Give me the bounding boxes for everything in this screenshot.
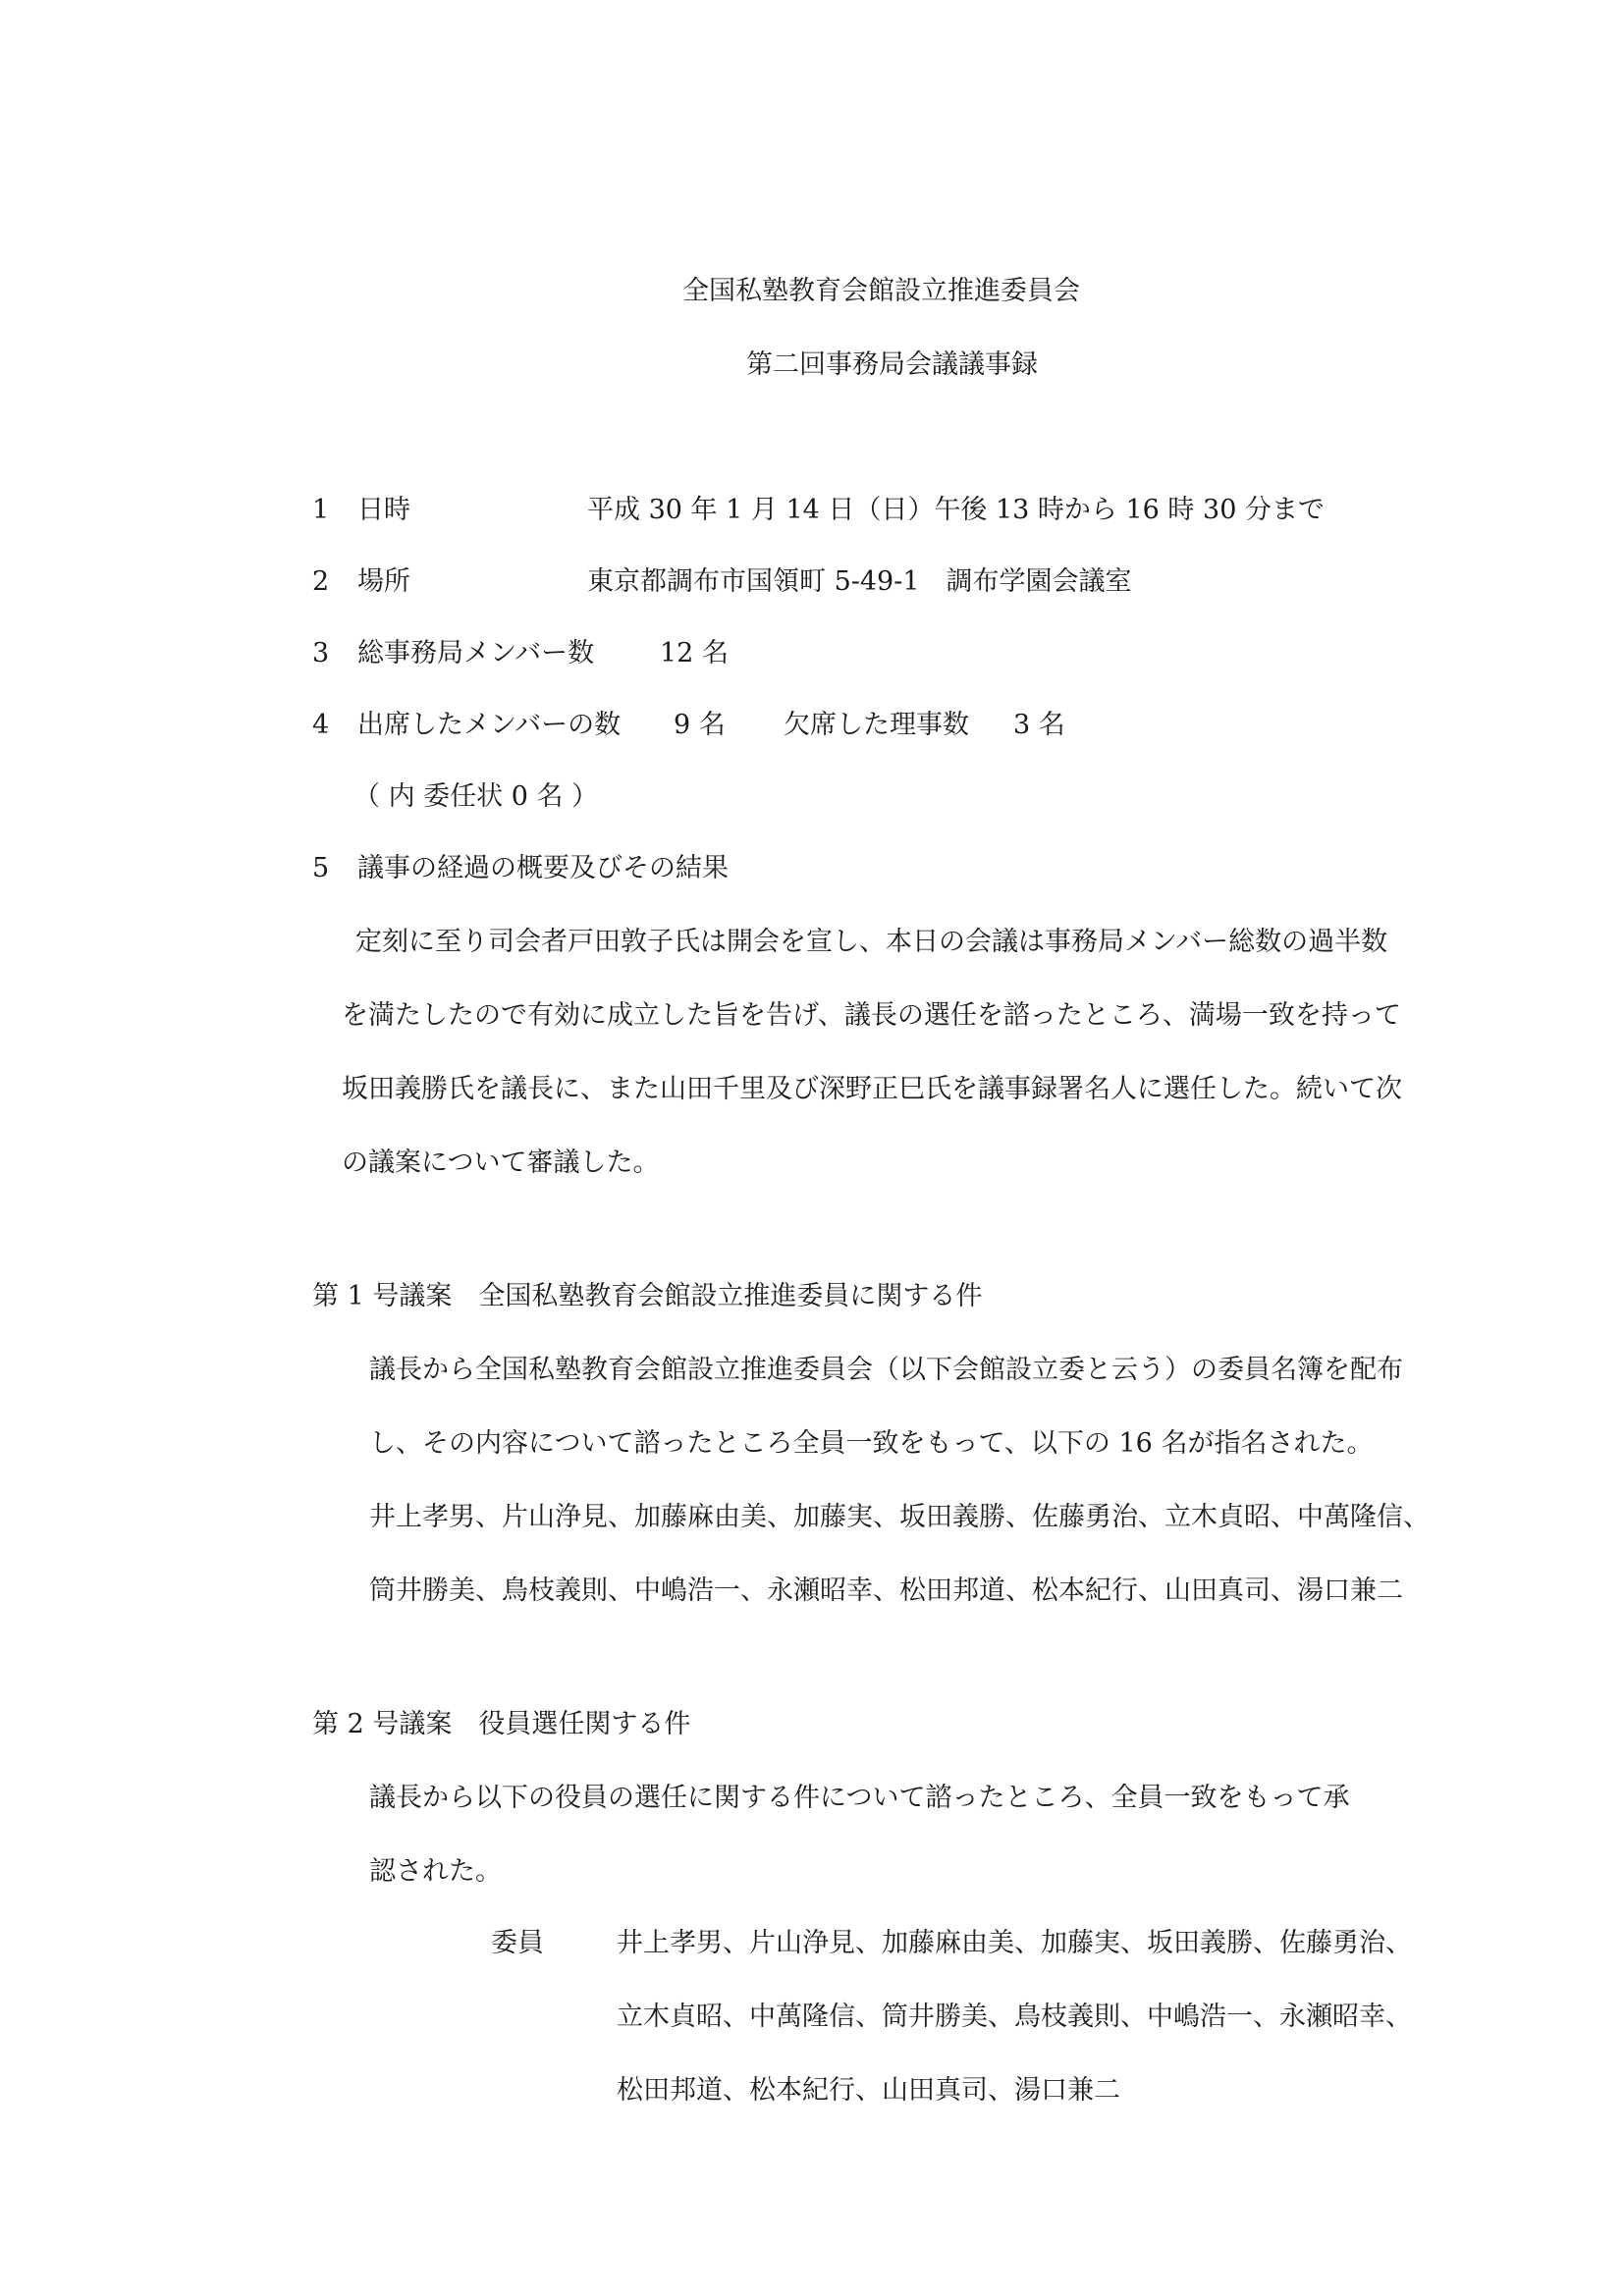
agenda1-line: 井上孝男、片山浄見、加藤麻由美、加藤実、坂田義勝、佐藤勇治、立木貞昭、中萬隆信、	[369, 1502, 1430, 1532]
agenda2-member-line: 井上孝男、片山浄見、加藤麻由美、加藤実、坂田義勝、佐藤勇治、	[617, 1928, 1412, 1958]
item-label: 総事務局メンバー数	[357, 638, 595, 668]
item-attendance-value: 9 名	[674, 710, 726, 740]
item-proceedings	[312, 855, 729, 881]
intro-line: 定刻に至り司会者戸田敦子氏は開会を宣し、本日の会議は事務局メンバー総数の過半数	[355, 927, 1388, 957]
proxy-note: （ 内 委任状 0 名 ）	[353, 781, 599, 812]
agenda2-role-label: 委員	[491, 1928, 544, 1958]
item-date-value: 平成 30 年 1 月 14 日（日）午後 13 時から 16 時 30 分まで	[587, 495, 1325, 525]
agenda2-line: 認された。	[369, 1856, 502, 1887]
item-absent-value: 3 名	[1013, 710, 1065, 740]
agenda1-heading: 第 1 号議案 全国私塾教育会館設立推進委員に関する件	[312, 1281, 983, 1311]
agenda1-line: 議長から全国私塾教育会館設立推進委員会（以下会館設立委と云う）の委員名簿を配布	[369, 1355, 1403, 1385]
item-label: 日時	[357, 495, 410, 525]
agenda2-member-line: 立木貞昭、中萬隆信、筒井勝美、鳥枝義則、中嶋浩一、永瀬昭幸、	[617, 2002, 1412, 2032]
item-place	[312, 568, 410, 595]
item-label: 議事の経過の概要及びその結果	[357, 853, 729, 883]
item-place-value: 東京都調布市国領町 5-49-1 調布学園会議室	[587, 566, 1132, 597]
agenda2-member-line: 松田邦道、松本紀行、山田真司、湯口兼二	[617, 2075, 1120, 2106]
doc-title: 第二回事務局会議議事録	[746, 349, 1038, 380]
item-member-count-value: 12 名	[660, 638, 729, 668]
item-number: 3	[312, 638, 330, 668]
intro-line: 坂田義勝氏を議長に、また山田千里及び深野正巳氏を議事録署名人に選任した。続いて次	[342, 1074, 1402, 1104]
item-number: 5	[312, 853, 330, 883]
agenda1-line: し、その内容について諮ったところ全員一致をもって、以下の 16 名が指名された。	[369, 1428, 1374, 1459]
item-attendance	[312, 712, 621, 738]
item-label: 出席したメンバーの数	[357, 710, 622, 740]
item-number: 1	[312, 495, 330, 525]
item-date	[312, 497, 410, 523]
item-member-count	[312, 640, 594, 667]
intro-line: を満たしたので有効に成立した旨を告げ、議長の選任を諮ったところ、満場一致を持って	[342, 1000, 1401, 1031]
item-label: 場所	[357, 566, 410, 597]
item-number: 2	[312, 566, 330, 597]
agenda2-line: 議長から以下の役員の選任に関する件について諮ったところ、全員一致をもって承	[369, 1783, 1350, 1813]
intro-line: の議案について審議した。	[342, 1148, 660, 1178]
item-absent-label: 欠席した理事数	[784, 710, 969, 740]
agenda1-line: 筒井勝美、鳥枝義則、中嶋浩一、永瀬昭幸、松田邦道、松本紀行、山田真司、湯口兼二	[369, 1575, 1403, 1606]
org-title: 全国私塾教育会館設立推進委員会	[682, 276, 1080, 306]
agenda2-heading: 第 2 号議案 役員選任関する件	[312, 1709, 691, 1739]
item-number: 4	[312, 710, 330, 740]
